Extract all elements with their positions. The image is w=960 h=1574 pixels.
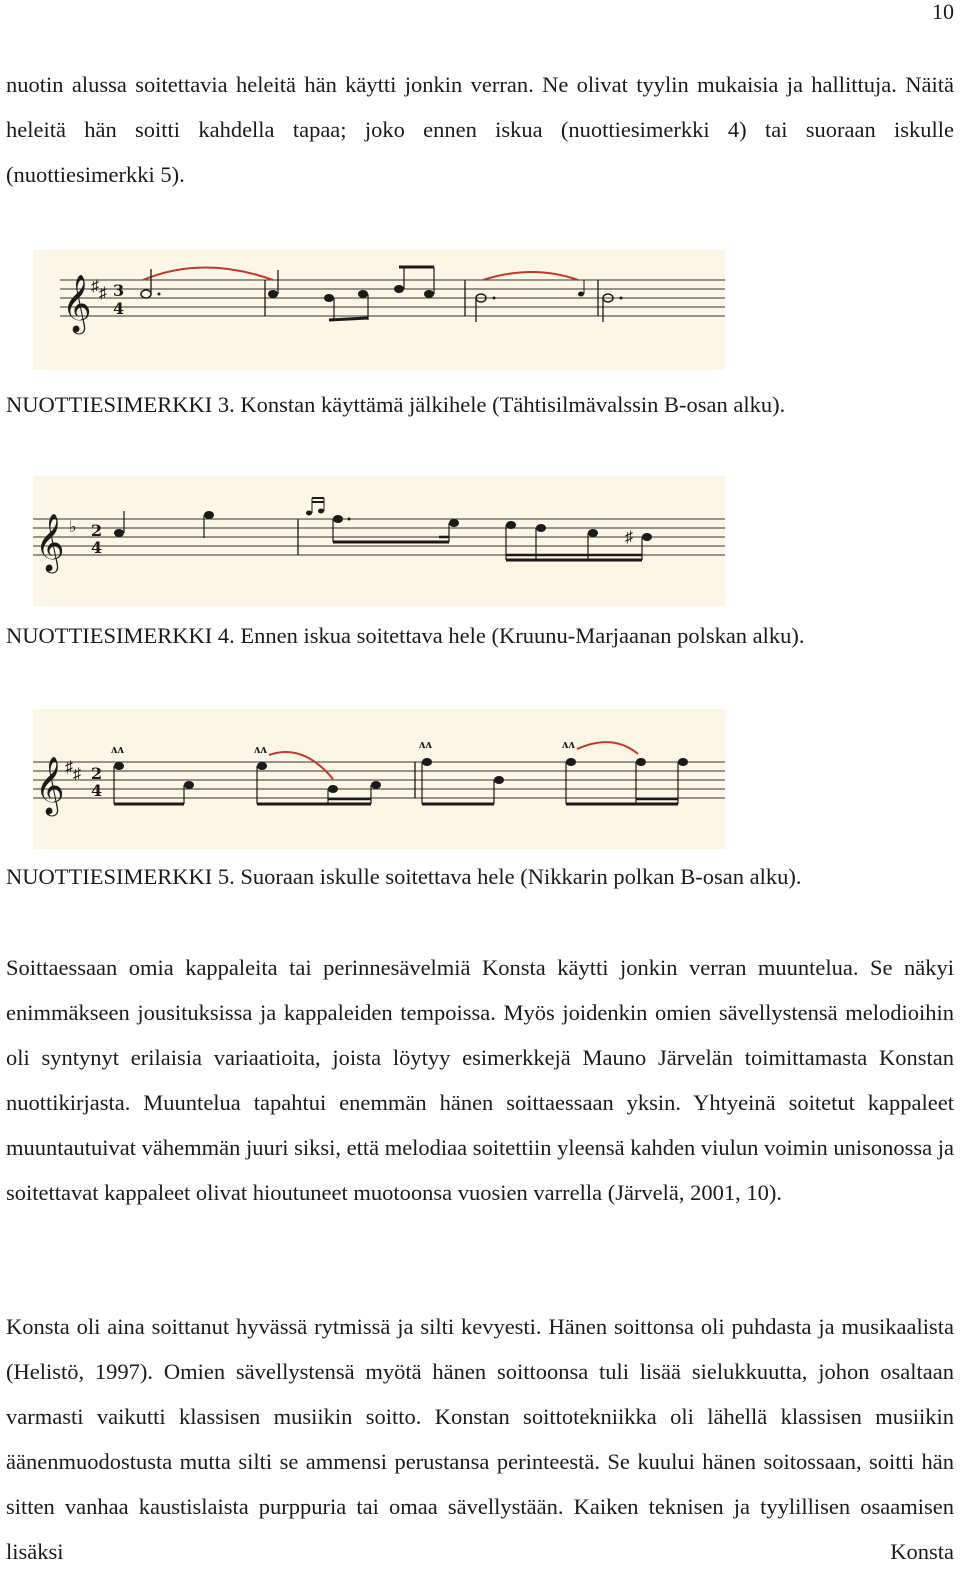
svg-text:ʌʌ: ʌʌ bbox=[562, 736, 575, 751]
svg-text:4: 4 bbox=[113, 299, 125, 318]
svg-text:♯: ♯ bbox=[65, 759, 73, 776]
body-paragraph-1: Soittaessaan omia kappaleita tai perinnesävelmiä Konsta käytti jonkin verran muuntelua. Se näkyi enimmäkseen jousituksissa ja kappaleiden tempoissa. Myös joidenkin omien sävellystensä melodioihin oli syntynyt erilaisia variaatioita, joista löytyy esimerkkejä Mauno Järvelän toimittamasta Konstan nuottikirjasta. Muuntelua tapahtui enemmän hänen soittaessaan yksin. Yhtyeinä soitetut kappaleet muuntautuivat vähemmän juuri siksi, että melodiaa soitettiin yleensä kahden viulun voimin unisonossa ja soitettavat kappaleet olivat hioutuneet muotoonsa vuosien varrella (Järvelä, 2001, 10). bbox=[6, 955, 954, 1205]
svg-text:♯: ♯ bbox=[99, 285, 107, 302]
intro-paragraph: nuotin alussa soitettavia heleitä hän käytti jonkin verran. Ne olivat tyylin mukaisia ja hallittuja. Näitä heleitä hän soitti kahdella tapaa; joko ennen iskua (nuottiesimerkki 4) tai suoraan iskulle (nuottiesimerkki 5). bbox=[6, 72, 954, 187]
music-example-3 bbox=[33, 250, 725, 370]
svg-text:𝄞: 𝄞 bbox=[35, 513, 65, 571]
body-paragraph-2: Konsta oli aina soittanut hyvässä rytmissä ja silti kevyesti. Hänen soittonsa oli puhdasta ja musikaalista (Helistö, 1997). Omien sävellystensä myötä hänen soittoonsa tuli lisää sielukkuutta, johon osaltaan varmasti vaikutti klassisen musiikin soitto. Konstan soittotekniikka oli lähellä klassisen musiikin äänenmuodostusta mutta silti se ammensi perustansa perinteestä. Se kuului hänen soitossaan, soitti hän sitten vanhaa kaustislaista purppuria tai omaa sävellystään. Kaiken teknisen ja tyylillisen osaamisen lisäksi Konsta bbox=[6, 1314, 954, 1564]
svg-text:ʌʌ: ʌʌ bbox=[254, 741, 267, 756]
music-example-4 bbox=[33, 476, 725, 606]
caption-example-4: NUOTTIESIMERKKI 4. Ennen iskua soitettava hele (Kruunu-Marjaanan polskan alku). bbox=[6, 623, 805, 648]
svg-text:𝄞: 𝄞 bbox=[62, 274, 92, 332]
svg-text:2: 2 bbox=[91, 764, 103, 783]
svg-text:𝄞: 𝄞 bbox=[35, 756, 65, 814]
page-number: 10 bbox=[932, 0, 954, 24]
svg-text:3: 3 bbox=[113, 281, 125, 300]
caption-example-5: NUOTTIESIMERKKI 5. Suoraan iskulle soitettava hele (Nikkarin polkan B-osan alku). bbox=[6, 864, 802, 889]
svg-text:♯: ♯ bbox=[73, 766, 81, 783]
caption-example-3: NUOTTIESIMERKKI 3. Konstan käyttämä jälkihele (Tähtisilmävalssin B-osan alku). bbox=[6, 392, 786, 417]
svg-text:ʌʌ: ʌʌ bbox=[111, 741, 124, 756]
svg-text:♭: ♭ bbox=[69, 519, 77, 536]
music-example-5 bbox=[33, 709, 725, 849]
svg-text:ʌʌ: ʌʌ bbox=[419, 736, 432, 751]
svg-text:4: 4 bbox=[91, 781, 103, 800]
svg-text:♯: ♯ bbox=[625, 529, 633, 546]
svg-text:4: 4 bbox=[91, 538, 103, 557]
svg-text:♯: ♯ bbox=[91, 278, 99, 295]
svg-text:2: 2 bbox=[91, 521, 103, 540]
